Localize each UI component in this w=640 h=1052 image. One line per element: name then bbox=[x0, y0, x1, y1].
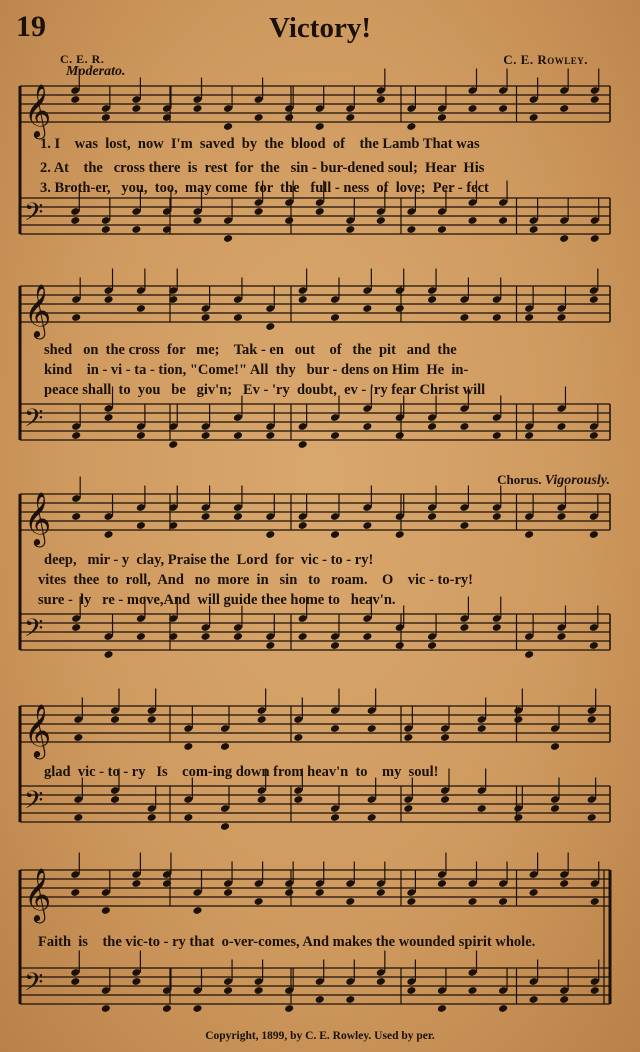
note-head bbox=[101, 1004, 111, 1013]
lyricist-credit: C. E. R. bbox=[60, 52, 105, 66]
note-head bbox=[440, 733, 450, 742]
note-head bbox=[440, 795, 450, 804]
note-head bbox=[589, 295, 599, 304]
note-head bbox=[233, 512, 243, 521]
note-head bbox=[223, 122, 233, 131]
note-head bbox=[406, 897, 416, 906]
note-head bbox=[395, 431, 405, 440]
note-head bbox=[498, 1004, 508, 1013]
note-head bbox=[70, 216, 80, 225]
note-head bbox=[73, 813, 83, 822]
note-head bbox=[147, 715, 157, 724]
note-head bbox=[550, 804, 560, 813]
note-head bbox=[492, 623, 502, 632]
note-head bbox=[529, 888, 539, 897]
note-head bbox=[513, 813, 523, 822]
lyric-line: Faith is the vic-to - ry that o-ver-comes, And makes the wounded spirit whole. bbox=[38, 934, 536, 950]
bass-clef-icon: 𝄢 bbox=[24, 198, 44, 233]
note-head bbox=[265, 322, 275, 331]
note-head bbox=[406, 986, 416, 995]
note-head bbox=[254, 986, 264, 995]
note-head bbox=[136, 632, 146, 641]
note-head bbox=[298, 521, 308, 530]
note-head bbox=[467, 216, 477, 225]
bass-clef-icon: 𝄢 bbox=[24, 404, 44, 439]
note-head bbox=[284, 113, 294, 122]
note-head bbox=[330, 813, 340, 822]
note-head bbox=[427, 641, 437, 650]
note-head bbox=[437, 225, 447, 234]
note-head bbox=[131, 225, 141, 234]
note-head bbox=[437, 1004, 447, 1013]
note-head bbox=[376, 95, 386, 104]
note-head bbox=[459, 313, 469, 322]
treble-clef-icon: 𝄞 bbox=[24, 867, 52, 921]
note-head bbox=[103, 413, 113, 422]
note-head bbox=[362, 632, 372, 641]
note-head bbox=[71, 623, 81, 632]
note-head bbox=[524, 313, 534, 322]
note-head bbox=[223, 888, 233, 897]
note-head bbox=[136, 431, 146, 440]
bass-clef-icon: 𝄢 bbox=[24, 614, 44, 649]
note-head bbox=[71, 313, 81, 322]
note-head bbox=[556, 313, 566, 322]
note-head bbox=[403, 804, 413, 813]
note-head bbox=[254, 207, 264, 216]
note-head bbox=[362, 521, 372, 530]
bass-clef-icon: 𝄢 bbox=[24, 968, 44, 1003]
note-head bbox=[345, 897, 355, 906]
note-head bbox=[395, 530, 405, 539]
note-head bbox=[529, 113, 539, 122]
note-head bbox=[254, 113, 264, 122]
note-head bbox=[330, 724, 340, 733]
note-head bbox=[529, 995, 539, 1004]
note-head bbox=[498, 216, 508, 225]
note-head bbox=[265, 431, 275, 440]
note-head bbox=[103, 295, 113, 304]
note-head bbox=[437, 113, 447, 122]
note-head bbox=[315, 888, 325, 897]
note-head bbox=[73, 733, 83, 742]
lyric-line: deep, mir - y clay, Praise the Lord for vic - to - ry! bbox=[44, 552, 374, 568]
note-head bbox=[367, 813, 377, 822]
note-head bbox=[101, 906, 111, 915]
composer-credit: C. E. Rowley. bbox=[503, 52, 588, 67]
treble-clef-icon: 𝄞 bbox=[24, 283, 52, 337]
note-head bbox=[529, 225, 539, 234]
note-head bbox=[589, 641, 599, 650]
note-head bbox=[265, 530, 275, 539]
note-head bbox=[556, 422, 566, 431]
note-head bbox=[147, 813, 157, 822]
note-head bbox=[492, 512, 502, 521]
note-head bbox=[556, 632, 566, 641]
note-head bbox=[345, 225, 355, 234]
note-head bbox=[168, 440, 178, 449]
note-head bbox=[192, 216, 202, 225]
note-head bbox=[403, 733, 413, 742]
note-head bbox=[559, 995, 569, 1004]
note-head bbox=[284, 888, 294, 897]
note-head bbox=[427, 422, 437, 431]
note-head bbox=[395, 304, 405, 313]
note-head bbox=[223, 234, 233, 243]
note-head bbox=[467, 986, 477, 995]
note-head bbox=[556, 512, 566, 521]
note-head bbox=[459, 422, 469, 431]
note-head bbox=[459, 521, 469, 530]
note-head bbox=[590, 897, 600, 906]
note-head bbox=[233, 313, 243, 322]
note-head bbox=[298, 295, 308, 304]
note-head bbox=[298, 440, 308, 449]
note-head bbox=[201, 313, 211, 322]
note-head bbox=[492, 431, 502, 440]
note-head bbox=[315, 207, 325, 216]
note-head bbox=[406, 225, 416, 234]
note-head bbox=[233, 431, 243, 440]
note-head bbox=[427, 512, 437, 521]
note-head bbox=[315, 995, 325, 1004]
note-head bbox=[376, 888, 386, 897]
note-head bbox=[330, 431, 340, 440]
note-head bbox=[101, 225, 111, 234]
note-head bbox=[550, 742, 560, 751]
note-head bbox=[70, 888, 80, 897]
lyric-line: 2. At the cross there is rest for the sin - bur-dened soul; Hear His bbox=[40, 160, 485, 176]
treble-clef-icon: 𝄞 bbox=[24, 703, 52, 757]
note-head bbox=[192, 104, 202, 113]
note-head bbox=[70, 977, 80, 986]
note-head bbox=[367, 724, 377, 733]
note-head bbox=[362, 304, 372, 313]
note-head bbox=[589, 530, 599, 539]
note-head bbox=[395, 641, 405, 650]
note-head bbox=[437, 879, 447, 888]
treble-clef-icon: 𝄞 bbox=[24, 83, 52, 137]
note-head bbox=[559, 104, 569, 113]
note-head bbox=[257, 715, 267, 724]
note-head bbox=[71, 431, 81, 440]
note-head bbox=[220, 742, 230, 751]
lyric-line: 3. Broth-er, you, too, may come for the full - ness of love; Per - fect bbox=[40, 180, 489, 196]
note-head bbox=[330, 313, 340, 322]
note-head bbox=[183, 813, 193, 822]
note-head bbox=[589, 431, 599, 440]
note-head bbox=[330, 641, 340, 650]
note-head bbox=[524, 431, 534, 440]
copyright-notice: Copyright, 1899, by C. E. Rowley. Used by per. bbox=[205, 1030, 435, 1042]
note-head bbox=[293, 795, 303, 804]
lyric-line: peace shall to you be giv'n; Ev - 'ry doubt, ev - 'ry fear Christ will bbox=[44, 382, 486, 398]
note-head bbox=[298, 632, 308, 641]
lyric-line: sure - ly re - move,And will guide thee home to heav'n. bbox=[38, 592, 396, 608]
note-head bbox=[498, 104, 508, 113]
note-head bbox=[131, 879, 141, 888]
note-head bbox=[477, 804, 487, 813]
note-head bbox=[101, 113, 111, 122]
note-head bbox=[192, 1004, 202, 1013]
note-head bbox=[559, 879, 569, 888]
note-head bbox=[201, 632, 211, 641]
note-head bbox=[183, 742, 193, 751]
note-head bbox=[201, 512, 211, 521]
lyric-line: kind in - vi - ta - tion, "Come!" All thy bur - dens on Him He in- bbox=[44, 362, 469, 378]
note-head bbox=[257, 795, 267, 804]
hymn-number: 19 bbox=[16, 10, 46, 43]
note-head bbox=[498, 897, 508, 906]
treble-clef-icon: 𝄞 bbox=[24, 491, 52, 545]
note-head bbox=[284, 1004, 294, 1013]
note-head bbox=[192, 906, 202, 915]
note-head bbox=[315, 122, 325, 131]
note-head bbox=[406, 122, 416, 131]
note-head bbox=[220, 822, 230, 831]
note-head bbox=[265, 641, 275, 650]
note-head bbox=[284, 216, 294, 225]
note-head bbox=[587, 813, 597, 822]
note-head bbox=[477, 724, 487, 733]
note-head bbox=[131, 104, 141, 113]
note-head bbox=[376, 216, 386, 225]
lyric-line: 1. I was lost, now I'm saved by the blood of the Lamb That was bbox=[40, 136, 480, 152]
note-head bbox=[103, 530, 113, 539]
note-head bbox=[131, 977, 141, 986]
lyric-line: vites thee to roll, And no more in sin to roam. O vic - to-ry! bbox=[38, 572, 473, 588]
note-head bbox=[590, 986, 600, 995]
lyric-line: shed on the cross for me; Tak - en out of the pit and the bbox=[44, 342, 457, 358]
note-head bbox=[71, 512, 81, 521]
note-head bbox=[376, 977, 386, 986]
note-head bbox=[345, 113, 355, 122]
note-head bbox=[110, 795, 120, 804]
note-head bbox=[559, 234, 569, 243]
lyric-line: glad vic - to - ry Is com-ing down from heav'n to my soul! bbox=[44, 764, 439, 780]
tempo-marking: Moderato. bbox=[66, 64, 126, 79]
note-head bbox=[427, 295, 437, 304]
note-head bbox=[345, 995, 355, 1004]
note-head bbox=[254, 897, 264, 906]
chorus-tempo: Vigorously. bbox=[544, 473, 610, 488]
note-head bbox=[467, 104, 477, 113]
note-head bbox=[136, 521, 146, 530]
note-head bbox=[524, 530, 534, 539]
note-head bbox=[362, 422, 372, 431]
note-head bbox=[103, 650, 113, 659]
hymn-title: Victory! bbox=[269, 12, 371, 44]
note-head bbox=[467, 897, 477, 906]
note-head bbox=[524, 650, 534, 659]
note-head bbox=[587, 715, 597, 724]
note-head bbox=[233, 632, 243, 641]
note-head bbox=[293, 733, 303, 742]
bass-clef-icon: 𝄢 bbox=[24, 786, 44, 821]
note-head bbox=[201, 431, 211, 440]
note-head bbox=[223, 986, 233, 995]
chorus-label: Chorus. bbox=[497, 472, 542, 487]
note-head bbox=[513, 715, 523, 724]
note-head bbox=[110, 715, 120, 724]
note-head bbox=[492, 313, 502, 322]
note-head bbox=[70, 95, 80, 104]
note-head bbox=[590, 95, 600, 104]
note-head bbox=[330, 530, 340, 539]
note-head bbox=[590, 234, 600, 243]
note-head bbox=[136, 304, 146, 313]
note-head bbox=[459, 623, 469, 632]
note-head bbox=[162, 1004, 172, 1013]
